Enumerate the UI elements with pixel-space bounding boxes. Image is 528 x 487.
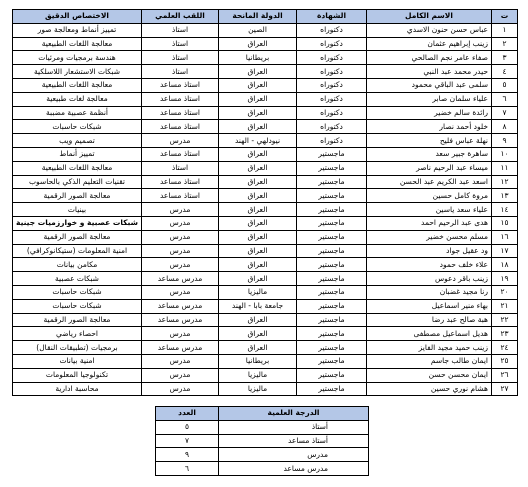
row-full-name: رائدة سالم خضير	[367, 106, 492, 120]
row-degree: ماجستير	[297, 382, 367, 396]
row-degree: دكتوراه	[297, 51, 367, 65]
summary-table-body	[156, 420, 369, 475]
table-row	[13, 368, 518, 382]
table-row	[13, 244, 518, 258]
summary-header-count: العدد	[156, 407, 219, 421]
row-full-name: علياء سعد ياسين	[367, 203, 492, 217]
row-academic-rank: مدرس مساعد	[142, 341, 219, 355]
row-degree: ماجستير	[297, 258, 367, 272]
row-specialization: معالجة اللغات الطبيعية	[13, 78, 142, 92]
row-granting-country: العراق	[219, 120, 297, 134]
header-degree: الشهادة	[297, 10, 367, 24]
row-granting-country: العراق	[219, 106, 297, 120]
row-granting-country: العراق	[219, 272, 297, 286]
summary-row	[156, 420, 369, 434]
row-degree: ماجستير	[297, 272, 367, 286]
row-academic-rank: استاذ مساعد	[142, 92, 219, 106]
row-index: ١٢	[492, 175, 518, 189]
header-academic-rank: اللقب العلمي	[142, 10, 219, 24]
row-academic-rank: مدرس	[142, 258, 219, 272]
row-granting-country: العراق	[219, 189, 297, 203]
summary-count: ٧	[156, 434, 219, 448]
header-specialization: الاختصاص الدقيق	[13, 10, 142, 24]
row-granting-country: العراق	[219, 175, 297, 189]
row-full-name: ايمان طالب جاسم	[367, 354, 492, 368]
table-row	[13, 175, 518, 189]
row-index: ٢٣	[492, 327, 518, 341]
row-academic-rank: استاذ مساعد	[142, 106, 219, 120]
row-academic-rank: استاذ مساعد	[142, 120, 219, 134]
row-specialization: محاسبة ادارية	[13, 382, 142, 396]
row-degree: دكتوراه	[297, 37, 367, 51]
row-specialization: معالجة لغات طبيعية	[13, 92, 142, 106]
row-specialization: معالجة اللغات الطبيعية	[13, 37, 142, 51]
row-index: ٢٥	[492, 354, 518, 368]
row-specialization: تقنيات التعليم الذكي بالحاسوب	[13, 175, 142, 189]
row-academic-rank: مدرس مساعد	[142, 313, 219, 327]
row-index: ٩	[492, 134, 518, 148]
summary-row	[156, 462, 369, 476]
row-degree: دكتوراه	[297, 134, 367, 148]
row-full-name: زينب إبراهيم عثمان	[367, 37, 492, 51]
header-index: ت	[492, 10, 518, 24]
row-index: ٢	[492, 37, 518, 51]
row-full-name: صفاء عامر نجم الصالحي	[367, 51, 492, 65]
row-specialization: برمجيات (تطبيقات النقال)	[13, 341, 142, 355]
row-full-name: عباس حسن حنون الاسدي	[367, 23, 492, 37]
table-row	[13, 354, 518, 368]
table-row	[13, 65, 518, 79]
table-row	[13, 382, 518, 396]
row-full-name: هشام نوري حسين	[367, 382, 492, 396]
row-academic-rank: استاذ مساعد	[142, 78, 219, 92]
row-granting-country: العراق	[219, 92, 297, 106]
row-academic-rank: مدرس	[142, 134, 219, 148]
row-specialization: أنظمة عصبية مضببة	[13, 106, 142, 120]
row-granting-country: العراق	[219, 230, 297, 244]
row-degree: ماجستير	[297, 175, 367, 189]
table-row	[13, 51, 518, 65]
row-academic-rank: مدرس	[142, 327, 219, 341]
row-index: ١١	[492, 161, 518, 175]
table-row	[13, 147, 518, 161]
row-index: ٢٦	[492, 368, 518, 382]
row-specialization: شبكات الاستشعار اللاسلكية	[13, 65, 142, 79]
row-granting-country: العراق	[219, 244, 297, 258]
row-academic-rank: استاذ	[142, 37, 219, 51]
summary-header-rank: الدرجة العلمية	[219, 407, 369, 421]
row-granting-country: نيودلهي - الهند	[219, 134, 297, 148]
row-specialization: تكنولوجيا المعلومات	[13, 368, 142, 382]
row-degree: ماجستير	[297, 285, 367, 299]
row-specialization: شبكات حاسبات	[13, 299, 142, 313]
row-specialization: امنية المعلومات (ستيكانوكرافي)	[13, 244, 142, 258]
row-specialization: احصاء رياضي	[13, 327, 142, 341]
row-academic-rank: مدرس	[142, 203, 219, 217]
row-specialization: تمييز أنماط ومعالجة صور	[13, 23, 142, 37]
table-row	[13, 258, 518, 272]
row-degree: ماجستير	[297, 327, 367, 341]
row-granting-country: بريطانيا	[219, 51, 297, 65]
row-full-name: هبة صالح عبد رضا	[367, 313, 492, 327]
row-full-name: اسعد عبد الكريم عبد الحسن	[367, 175, 492, 189]
row-granting-country: العراق	[219, 65, 297, 79]
row-full-name: ود عقيل جواد	[367, 244, 492, 258]
row-index: ١٨	[492, 258, 518, 272]
row-academic-rank: مدرس	[142, 230, 219, 244]
summary-rank: أستاذ	[219, 420, 369, 434]
row-index: ١٧	[492, 244, 518, 258]
row-academic-rank: مدرس مساعد	[142, 299, 219, 313]
row-index: ١٠	[492, 147, 518, 161]
row-full-name: ساهرة جبير سعد	[367, 147, 492, 161]
row-specialization: معالجة الصور الرقمية	[13, 230, 142, 244]
row-granting-country: العراق	[219, 161, 297, 175]
row-degree: ماجستير	[297, 161, 367, 175]
table-row	[13, 78, 518, 92]
row-index: ١٤	[492, 203, 518, 217]
staff-table	[12, 9, 518, 396]
row-index: ٢٢	[492, 313, 518, 327]
row-academic-rank: استاذ	[142, 65, 219, 79]
row-full-name: علاء خلف حمود	[367, 258, 492, 272]
row-granting-country: العراق	[219, 341, 297, 355]
row-specialization: شبكات عصبية و خوارزميات جينية	[13, 216, 142, 230]
row-specialization: هندسة برمجيات ومرئيات	[13, 51, 142, 65]
row-degree: ماجستير	[297, 313, 367, 327]
row-index: ٤	[492, 65, 518, 79]
row-academic-rank: استاذ مساعد	[142, 189, 219, 203]
row-full-name: نهلة عباس فليح	[367, 134, 492, 148]
row-granting-country: جامعة بابا - الهند	[219, 299, 297, 313]
row-index: ٨	[492, 120, 518, 134]
row-degree: ماجستير	[297, 216, 367, 230]
row-degree: دكتوراه	[297, 106, 367, 120]
row-index: ٢٠	[492, 285, 518, 299]
summary-row	[156, 434, 369, 448]
table-row	[13, 285, 518, 299]
summary-count: ٦	[156, 462, 219, 476]
row-index: ٢١	[492, 299, 518, 313]
row-index: ١٥	[492, 216, 518, 230]
summary-header-row	[156, 407, 369, 421]
header-granting-country: الدولة المانحة	[219, 10, 297, 24]
row-degree: ماجستير	[297, 189, 367, 203]
staff-table-body	[13, 23, 518, 396]
row-full-name: زينب باقر دعوس	[367, 272, 492, 286]
table-row	[13, 272, 518, 286]
row-academic-rank: مدرس	[142, 354, 219, 368]
row-academic-rank: استاذ	[142, 23, 219, 37]
row-full-name: سلمى عبد الباقي محمود	[367, 78, 492, 92]
row-full-name: ايمان محسن حسن	[367, 368, 492, 382]
row-granting-country: ماليزيا	[219, 382, 297, 396]
row-academic-rank: مدرس	[142, 285, 219, 299]
row-index: ٢٧	[492, 382, 518, 396]
table-row	[13, 106, 518, 120]
table-row	[13, 203, 518, 217]
row-specialization: معالجة الصور الرقمية	[13, 313, 142, 327]
row-full-name: مسلم محسن خضير	[367, 230, 492, 244]
row-degree: دكتوراه	[297, 92, 367, 106]
row-index: ٢٤	[492, 341, 518, 355]
table-row	[13, 230, 518, 244]
row-specialization: تمييز أنماط	[13, 147, 142, 161]
row-degree: ماجستير	[297, 244, 367, 258]
row-academic-rank: مدرس	[142, 216, 219, 230]
row-index: ١٣	[492, 189, 518, 203]
row-academic-rank: مدرس	[142, 244, 219, 258]
row-degree: دكتوراه	[297, 78, 367, 92]
row-specialization: امنية بيانات	[13, 354, 142, 368]
row-index: ٧	[492, 106, 518, 120]
row-full-name: بهاء منير اسماعيل	[367, 299, 492, 313]
row-granting-country: العراق	[219, 203, 297, 217]
row-index: ٥	[492, 78, 518, 92]
row-specialization: معالجة الصور الرقمية	[13, 189, 142, 203]
row-academic-rank: مدرس	[142, 382, 219, 396]
row-granting-country: العراق	[219, 147, 297, 161]
row-academic-rank: استاذ	[142, 51, 219, 65]
row-specialization: بينيات	[13, 203, 142, 217]
row-academic-rank: مدرس	[142, 368, 219, 382]
table-row	[13, 299, 518, 313]
row-specialization: مكامن بيانات	[13, 258, 142, 272]
row-academic-rank: استاذ	[142, 161, 219, 175]
summary-rank: أستاذ مساعد	[219, 434, 369, 448]
row-specialization: معالجة اللغات الطبيعية	[13, 161, 142, 175]
row-granting-country: ماليزيا	[219, 368, 297, 382]
row-degree: ماجستير	[297, 341, 367, 355]
row-degree: ماجستير	[297, 368, 367, 382]
row-degree: دكتوراه	[297, 23, 367, 37]
table-row	[13, 161, 518, 175]
table-row	[13, 120, 518, 134]
summary-count: ٥	[156, 420, 219, 434]
table-row	[13, 341, 518, 355]
row-index: ٣	[492, 51, 518, 65]
row-granting-country: العراق	[219, 37, 297, 51]
summary-rank: مدرس	[219, 448, 369, 462]
staff-table-header-row	[13, 10, 518, 24]
table-row	[13, 189, 518, 203]
row-academic-rank: استاذ مساعد	[142, 175, 219, 189]
row-full-name: رنا مجيد غضبان	[367, 285, 492, 299]
row-academic-rank: مدرس مساعد	[142, 272, 219, 286]
row-degree: دكتوراه	[297, 120, 367, 134]
row-granting-country: بريطانيا	[219, 354, 297, 368]
row-specialization: شبكات عصبية	[13, 272, 142, 286]
row-index: ١٦	[492, 230, 518, 244]
row-full-name: ميساء عبد الرحيم ناصر	[367, 161, 492, 175]
row-degree: دكتوراه	[297, 65, 367, 79]
summary-row	[156, 448, 369, 462]
row-granting-country: العراق	[219, 78, 297, 92]
row-index: ١	[492, 23, 518, 37]
row-specialization: شبكات حاسبات	[13, 285, 142, 299]
row-full-name: هديل اسماعيل مصطفى	[367, 327, 492, 341]
table-row	[13, 23, 518, 37]
row-full-name: علياء سلمان صابر	[367, 92, 492, 106]
row-granting-country: العراق	[219, 327, 297, 341]
table-row	[13, 92, 518, 106]
summary-count: ٩	[156, 448, 219, 462]
row-degree: ماجستير	[297, 299, 367, 313]
table-row	[13, 134, 518, 148]
row-index: ١٩	[492, 272, 518, 286]
row-full-name: مروة كامل حسين	[367, 189, 492, 203]
header-full-name: الاسم الكامل	[367, 10, 492, 24]
row-degree: ماجستير	[297, 203, 367, 217]
row-degree: ماجستير	[297, 230, 367, 244]
row-granting-country: ماليزيا	[219, 285, 297, 299]
row-full-name: هدى عبد الرحيم احمد	[367, 216, 492, 230]
summary-rank: مدرس مساعد	[219, 462, 369, 476]
row-full-name: زينب حميد مجيد الفايز	[367, 341, 492, 355]
row-specialization: شبكات حاسبات	[13, 120, 142, 134]
row-granting-country: العراق	[219, 313, 297, 327]
table-row	[13, 37, 518, 51]
row-academic-rank: استاذ مساعد	[142, 147, 219, 161]
table-row	[13, 327, 518, 341]
rank-summary-table	[155, 406, 369, 476]
table-row	[13, 313, 518, 327]
row-index: ٦	[492, 92, 518, 106]
row-granting-country: العراق	[219, 258, 297, 272]
row-granting-country: العراق	[219, 216, 297, 230]
row-full-name: خلود أحمد نصار	[367, 120, 492, 134]
row-degree: ماجستير	[297, 354, 367, 368]
row-degree: ماجستير	[297, 147, 367, 161]
row-specialization: تصميم ويب	[13, 134, 142, 148]
row-granting-country: الصين	[219, 23, 297, 37]
row-full-name: حيدر محمد عبد النبي	[367, 65, 492, 79]
table-row	[13, 216, 518, 230]
